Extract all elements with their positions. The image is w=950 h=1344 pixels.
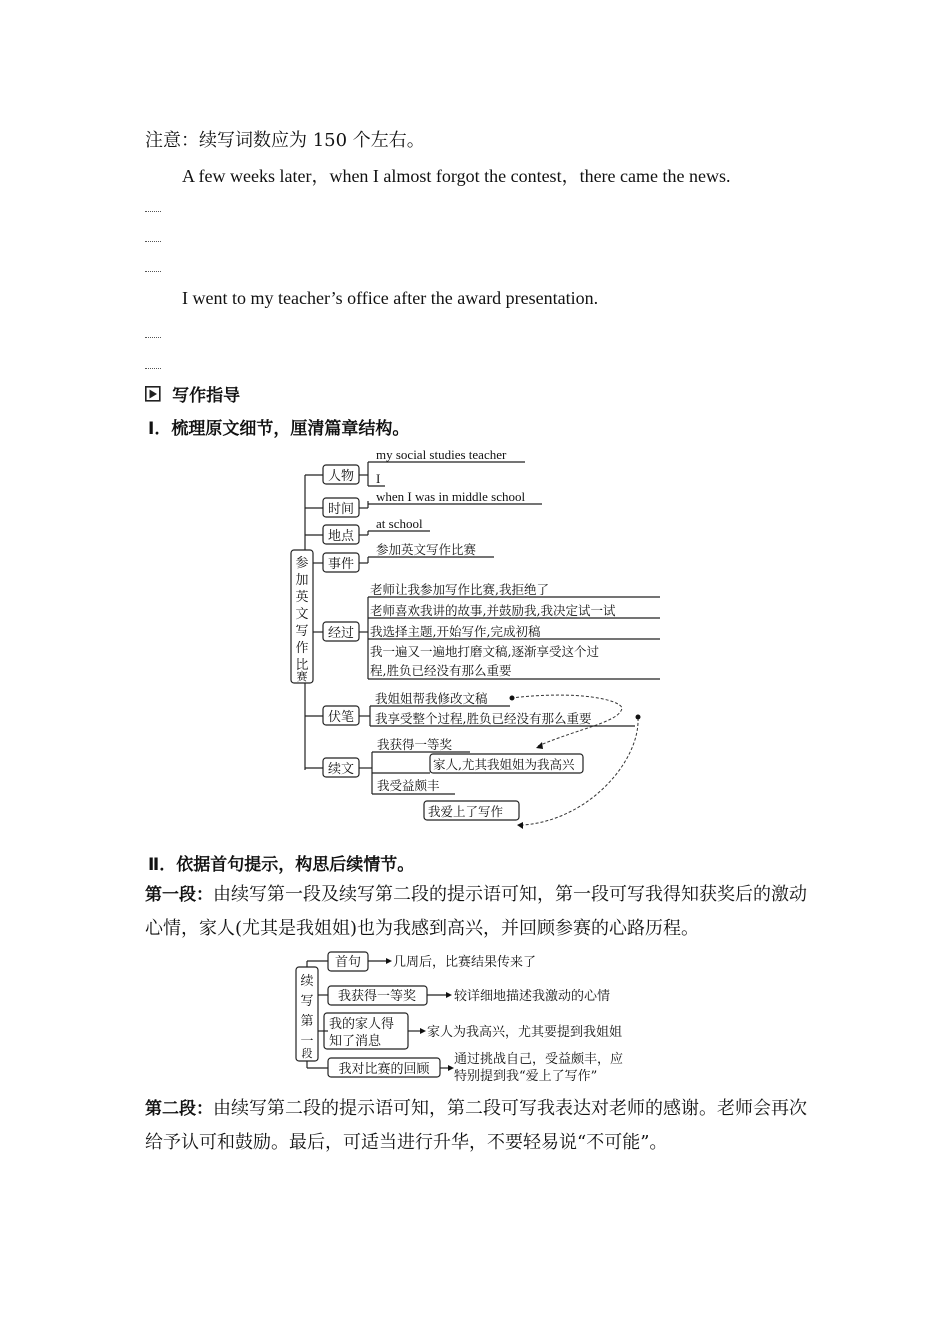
paragraph2-prompt: I went to my teacher’s office after the award presentation.	[182, 288, 599, 308]
diagram2-root	[300, 973, 313, 1060]
box-review: 我对比赛的回顾	[338, 1062, 430, 1077]
svg-text:英: 英	[295, 590, 309, 605]
svg-text:比: 比	[295, 658, 309, 673]
paragraph2-text: 由续写第二段的提示语可知，第二段可写我表达对老师的感谢。老师会再次给予认可和鼓励。最后，可适当进行升华，不要轻易说“不可能”。	[145, 1098, 807, 1153]
svg-text:段: 段	[301, 1047, 313, 1060]
writing-line	[145, 337, 161, 338]
label-event: 事件	[327, 557, 355, 572]
item-event: 参加英文写作比赛	[376, 542, 477, 557]
item-process-1: 老师让我参加写作比赛,我拒绝了	[370, 582, 549, 597]
paragraph1-label: 第一段：	[145, 885, 213, 905]
label-continuation: 续文	[327, 762, 355, 777]
root-label	[295, 556, 308, 683]
label-foreshadow: 伏笔	[327, 710, 355, 725]
item-continuation-2: 家人,尤其我姐姐为我高兴	[433, 757, 575, 772]
writing-line	[145, 241, 161, 242]
label-time: 时间	[327, 502, 355, 517]
writing-line	[145, 368, 161, 369]
paragraph1-prompt: A few weeks later，when I almost forgot the contest，there came the news.	[182, 166, 731, 186]
box-first-prize: 我获得一等奖	[337, 989, 417, 1004]
label-people: 人物	[327, 469, 355, 484]
box-first-sentence: 首句	[334, 955, 362, 970]
part1-title: Ⅰ．梳理原文细节，厘清篇章结构。	[148, 419, 410, 439]
item-process-2: 老师喜欢我讲的故事,并鼓励我,我决定试一试	[370, 603, 616, 618]
item-place: at school	[376, 516, 423, 531]
svg-text:写: 写	[295, 624, 309, 639]
item-process-4: 我一遍又一遍地打磨文稿,逐渐享受这个过	[370, 644, 599, 659]
item-i: I	[376, 471, 381, 486]
item-continuation-3: 我受益颇丰	[377, 778, 440, 793]
paragraph2-guide	[145, 1092, 810, 1160]
svg-text:赛: 赛	[296, 670, 308, 683]
row1-text: 几周后，比赛结果传来了	[393, 955, 537, 970]
paragraph2-label: 第二段：	[145, 1099, 213, 1119]
play-icon	[145, 386, 161, 402]
svg-text:写: 写	[300, 994, 314, 1009]
item-continuation-4: 我爱上了写作	[428, 804, 504, 819]
paragraph1-text: 由续写第一段及续写第二段的提示语可知，第一段可写我得知获奖后的激动心情，家人(尤其是我姐姐)也为我感到高兴，并回顾参赛的心路历程。	[145, 884, 807, 939]
item-continuation-1: 我获得一等奖	[377, 737, 453, 752]
row4-text-line2: 特别提到我“爱上了写作”	[454, 1069, 598, 1084]
item-process-5: 程,胜负已经没有那么重要	[370, 663, 512, 678]
item-time: when I was in middle school	[376, 489, 526, 504]
item-teacher: my social studies teacher	[376, 447, 507, 462]
structure-diagram	[280, 440, 680, 840]
box-family-line1: 我的家人得	[329, 1017, 395, 1032]
svg-text:一: 一	[300, 1034, 314, 1049]
svg-text:参: 参	[295, 556, 309, 571]
writing-line	[145, 271, 161, 272]
label-place: 地点	[327, 529, 355, 544]
item-process-3: 我选择主题,开始写作,完成初稿	[370, 624, 541, 639]
paragraph1-diagram	[290, 945, 670, 1090]
section-header	[145, 381, 240, 406]
item-foreshadow-2: 我享受整个过程,胜负已经没有那么重要	[375, 711, 592, 726]
row2-text: 较详细地描述我激动的心情	[454, 989, 611, 1004]
part2-title: Ⅱ．依据首句提示，构思后续情节。	[148, 855, 415, 875]
box-family-line2: 知了消息	[329, 1034, 382, 1049]
word-count-note: 注意：续写词数应为 150 个左右。	[145, 130, 425, 151]
svg-text:文: 文	[295, 607, 309, 622]
row4-text-line1: 通过挑战自己，受益颇丰，应	[454, 1052, 624, 1067]
svg-text:加: 加	[295, 573, 309, 588]
row3-text: 家人为我高兴，尤其要提到我姐姐	[427, 1025, 623, 1040]
svg-text:第: 第	[300, 1014, 314, 1029]
svg-text:作: 作	[295, 641, 309, 656]
writing-line	[145, 211, 161, 212]
svg-text:续: 续	[300, 974, 314, 989]
paragraph1-guide	[145, 878, 810, 946]
item-foreshadow-1: 我姐姐帮我修改文稿	[375, 691, 488, 706]
section-title: 写作指导	[172, 386, 241, 406]
label-process: 经过	[327, 626, 355, 641]
